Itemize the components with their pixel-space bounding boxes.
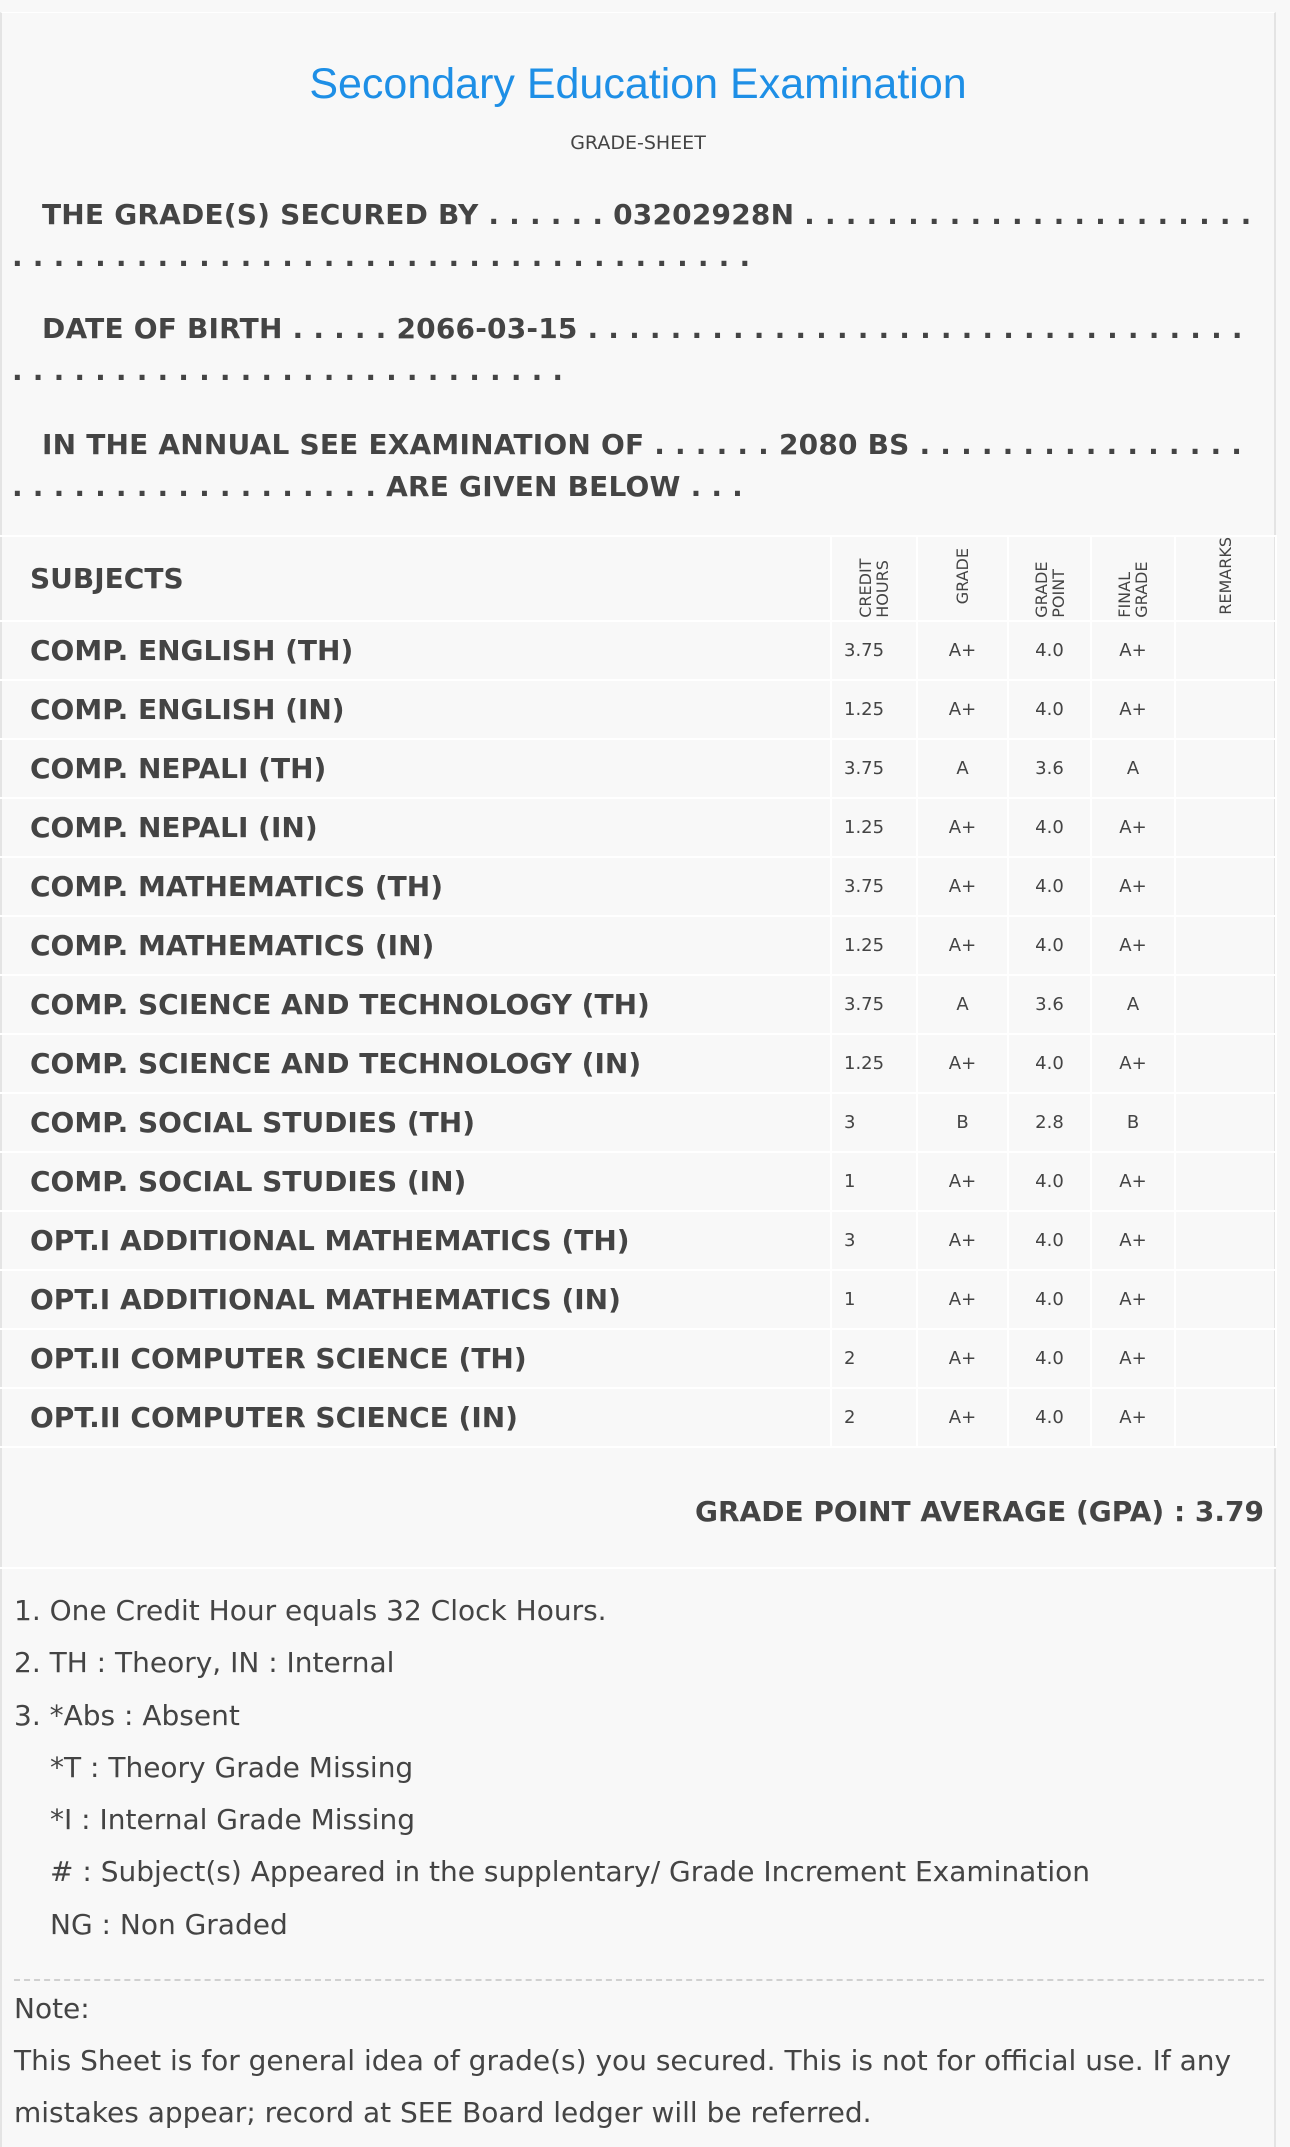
- grade-point-cell: 4.0: [1008, 1211, 1091, 1270]
- remarks-cell: [1175, 1152, 1276, 1211]
- final-grade-cell: A+: [1091, 621, 1175, 680]
- symbol-number: 03202928N: [613, 198, 795, 231]
- final-grade-cell: A: [1091, 975, 1175, 1034]
- subject-cell: OPT.II COMPUTER SCIENCE (IN): [0, 1388, 831, 1447]
- subject-cell: COMP. SCIENCE AND TECHNOLOGY (IN): [0, 1034, 831, 1093]
- credit-hours-cell: 1.25: [831, 798, 917, 857]
- header-subjects: SUBJECTS: [0, 536, 831, 621]
- table-row: [0, 1152, 1276, 1211]
- remarks-cell: [1175, 1388, 1276, 1447]
- grade-cell: B: [917, 1093, 1008, 1152]
- subject-cell: COMP. SCIENCE AND TECHNOLOGY (TH): [0, 975, 831, 1034]
- grade-point-cell: 3.6: [1008, 739, 1091, 798]
- table-header-row: [0, 536, 1276, 621]
- gpa-value: 3.79: [1194, 1495, 1264, 1528]
- remarks-cell: [1175, 739, 1276, 798]
- credit-hours-cell: 3.75: [831, 621, 917, 680]
- subject-cell: COMP. NEPALI (IN): [0, 798, 831, 857]
- exam-line: IN THE ANNUAL SEE EXAMINATION OF . . . . . . 2080 BS . . . . . . . . . . . . . . . . . . . . . . . . . . . . . . . . . . ARE GIVEN BELOW . . .: [12, 428, 1243, 503]
- final-grade-cell: A+: [1091, 1388, 1175, 1447]
- grade-point-cell: 4.0: [1008, 1152, 1091, 1211]
- grade-point-cell: 3.6: [1008, 975, 1091, 1034]
- credit-hours-cell: 1.25: [831, 1034, 917, 1093]
- table-row: [0, 739, 1276, 798]
- remarks-cell: [1175, 916, 1276, 975]
- subject-cell: COMP. MATHEMATICS (TH): [0, 857, 831, 916]
- note-item: 3. *Abs : Absent: [14, 1698, 240, 1732]
- secured-by-label: THE GRADE(S) SECURED BY: [42, 198, 479, 231]
- grade-cell: A+: [917, 1152, 1008, 1211]
- final-grade-cell: A+: [1091, 680, 1175, 739]
- remarks-cell: [1175, 798, 1276, 857]
- table-row: [0, 1034, 1276, 1093]
- note-item: *I : Internal Grade Missing: [50, 1803, 415, 1837]
- subject-cell: OPT.I ADDITIONAL MATHEMATICS (TH): [0, 1211, 831, 1270]
- subject-cell: OPT.II COMPUTER SCIENCE (TH): [0, 1329, 831, 1388]
- grade-cell: A+: [917, 1270, 1008, 1329]
- subject-cell: COMP. ENGLISH (TH): [0, 621, 831, 680]
- page-subtitle: GRADE-SHEET: [570, 132, 706, 154]
- grade-point-cell: 4.0: [1008, 798, 1091, 857]
- gpa-label: GRADE POINT AVERAGE (GPA) :: [695, 1495, 1186, 1528]
- credit-hours-cell: 3: [831, 1093, 917, 1152]
- final-grade-cell: A+: [1091, 1329, 1175, 1388]
- remarks-cell: [1175, 1211, 1276, 1270]
- table-row: [0, 1211, 1276, 1270]
- remarks-cell: [1175, 1034, 1276, 1093]
- subject-cell: OPT.I ADDITIONAL MATHEMATICS (IN): [0, 1270, 831, 1329]
- subject-cell: COMP. ENGLISH (IN): [0, 680, 831, 739]
- remarks-cell: [1175, 857, 1276, 916]
- header-grade-point: GRADE POINT: [1031, 561, 1068, 618]
- grade-cell: A+: [917, 857, 1008, 916]
- exam-year: 2080 BS: [778, 428, 910, 461]
- final-grade-cell: A: [1091, 739, 1175, 798]
- credit-hours-cell: 1.25: [831, 916, 917, 975]
- table-row: [0, 1270, 1276, 1329]
- dob-value: 2066-03-15: [396, 312, 578, 345]
- note-text: This Sheet is for general idea of grade(s) you secured. This is not for official use. If any mistakes appear; record at SEE Board ledger will be referred.: [14, 2044, 1232, 2129]
- grade-point-cell: 4.0: [1008, 1270, 1091, 1329]
- given-below: ARE GIVEN BELOW: [386, 470, 681, 503]
- subject-cell: COMP. SOCIAL STUDIES (TH): [0, 1093, 831, 1152]
- dob-line: DATE OF BIRTH . . . . . 2066-03-15 . . . . . . . . . . . . . . . . . . . . . . . . . . . . . . . . . . . . . . . . . . . . . . . . . . . . . . . . . . .: [12, 312, 1243, 387]
- subject-cell: COMP. NEPALI (TH): [0, 739, 831, 798]
- table-row: [0, 975, 1276, 1034]
- note-item: NG : Non Graded: [50, 1907, 288, 1941]
- final-grade-cell: A+: [1091, 1270, 1175, 1329]
- final-grade-cell: B: [1091, 1093, 1175, 1152]
- remarks-cell: [1175, 1270, 1276, 1329]
- table-row: [0, 798, 1276, 857]
- final-grade-cell: A+: [1091, 798, 1175, 857]
- grade-point-cell: 4.0: [1008, 1034, 1091, 1093]
- grade-point-cell: 4.0: [1008, 916, 1091, 975]
- final-grade-cell: A+: [1091, 1152, 1175, 1211]
- note-heading: Note:: [14, 1992, 90, 2025]
- credit-hours-cell: 3.75: [831, 975, 917, 1034]
- exam-label: IN THE ANNUAL SEE EXAMINATION OF: [42, 428, 645, 461]
- table-row: [0, 680, 1276, 739]
- header-final-grade: FINAL GRADE: [1115, 561, 1151, 618]
- table-row: [0, 621, 1276, 680]
- gpa-summary: [695, 1495, 1264, 1528]
- grade-cell: A+: [917, 1034, 1008, 1093]
- note-item: *T : Theory Grade Missing: [50, 1750, 414, 1784]
- dashed-divider: [14, 1979, 1264, 1981]
- grade-cell: A+: [917, 621, 1008, 680]
- grade-cell: A+: [917, 680, 1008, 739]
- grade-cell: A+: [917, 1388, 1008, 1447]
- dob-label: DATE OF BIRTH: [42, 312, 283, 345]
- grade-cell: A+: [917, 798, 1008, 857]
- note-item: 1. One Credit Hour equals 32 Clock Hours.: [14, 1594, 607, 1627]
- note-item: # : Subject(s) Appeared in the supplentary/ Grade Increment Examination: [50, 1855, 1090, 1889]
- credit-hours-cell: 2: [831, 1388, 917, 1447]
- table-row: [0, 1329, 1276, 1388]
- grade-point-cell: 4.0: [1008, 857, 1091, 916]
- page-title: Secondary Education Examination: [309, 60, 967, 108]
- grade-cell: A+: [917, 1211, 1008, 1270]
- grades-table: [0, 535, 1277, 1448]
- grade-cell: A: [917, 739, 1008, 798]
- secured-by-line: THE GRADE(S) SECURED BY . . . . . . 03202928N . . . . . . . . . . . . . . . . . . . . . . . . . . . . . . . . . . . . . . . . . . . . . . . . . . . . . . . . . .: [12, 198, 1252, 273]
- table-row: [0, 916, 1276, 975]
- table-row: [0, 857, 1276, 916]
- credit-hours-cell: 3.75: [831, 857, 917, 916]
- credit-hours-cell: 1: [831, 1270, 917, 1329]
- grade-point-cell: 4.0: [1008, 1329, 1091, 1388]
- header-remarks: REMARKS: [1216, 537, 1235, 615]
- header-credit-hours: CREDIT HOURS: [856, 558, 892, 618]
- grade-cell: A+: [917, 916, 1008, 975]
- table-row: [0, 1093, 1276, 1152]
- final-grade-cell: A+: [1091, 1211, 1175, 1270]
- grade-cell: A: [917, 975, 1008, 1034]
- credit-hours-cell: 3: [831, 1211, 917, 1270]
- credit-hours-cell: 1: [831, 1152, 917, 1211]
- grade-point-cell: 4.0: [1008, 621, 1091, 680]
- grade-point-cell: 2.8: [1008, 1093, 1091, 1152]
- final-grade-cell: A+: [1091, 857, 1175, 916]
- table-row: [0, 1388, 1276, 1447]
- final-grade-cell: A+: [1091, 1034, 1175, 1093]
- grade-cell: A+: [917, 1329, 1008, 1388]
- grade-point-cell: 4.0: [1008, 680, 1091, 739]
- header-grade: GRADE: [953, 547, 972, 604]
- subject-cell: COMP. MATHEMATICS (IN): [0, 916, 831, 975]
- note-item: 2. TH : Theory, IN : Internal: [14, 1646, 395, 1680]
- remarks-cell: [1175, 680, 1276, 739]
- remarks-cell: [1175, 975, 1276, 1034]
- credit-hours-cell: 2: [831, 1329, 917, 1388]
- credit-hours-cell: 1.25: [831, 680, 917, 739]
- remarks-cell: [1175, 1329, 1276, 1388]
- legend-notes: [14, 1585, 1090, 1951]
- remarks-cell: [1175, 1093, 1276, 1152]
- remarks-cell: [1175, 621, 1276, 680]
- divider: [0, 1567, 1276, 1569]
- subject-cell: COMP. SOCIAL STUDIES (IN): [0, 1152, 831, 1211]
- final-grade-cell: A+: [1091, 916, 1175, 975]
- credit-hours-cell: 3.75: [831, 739, 917, 798]
- grade-point-cell: 4.0: [1008, 1388, 1091, 1447]
